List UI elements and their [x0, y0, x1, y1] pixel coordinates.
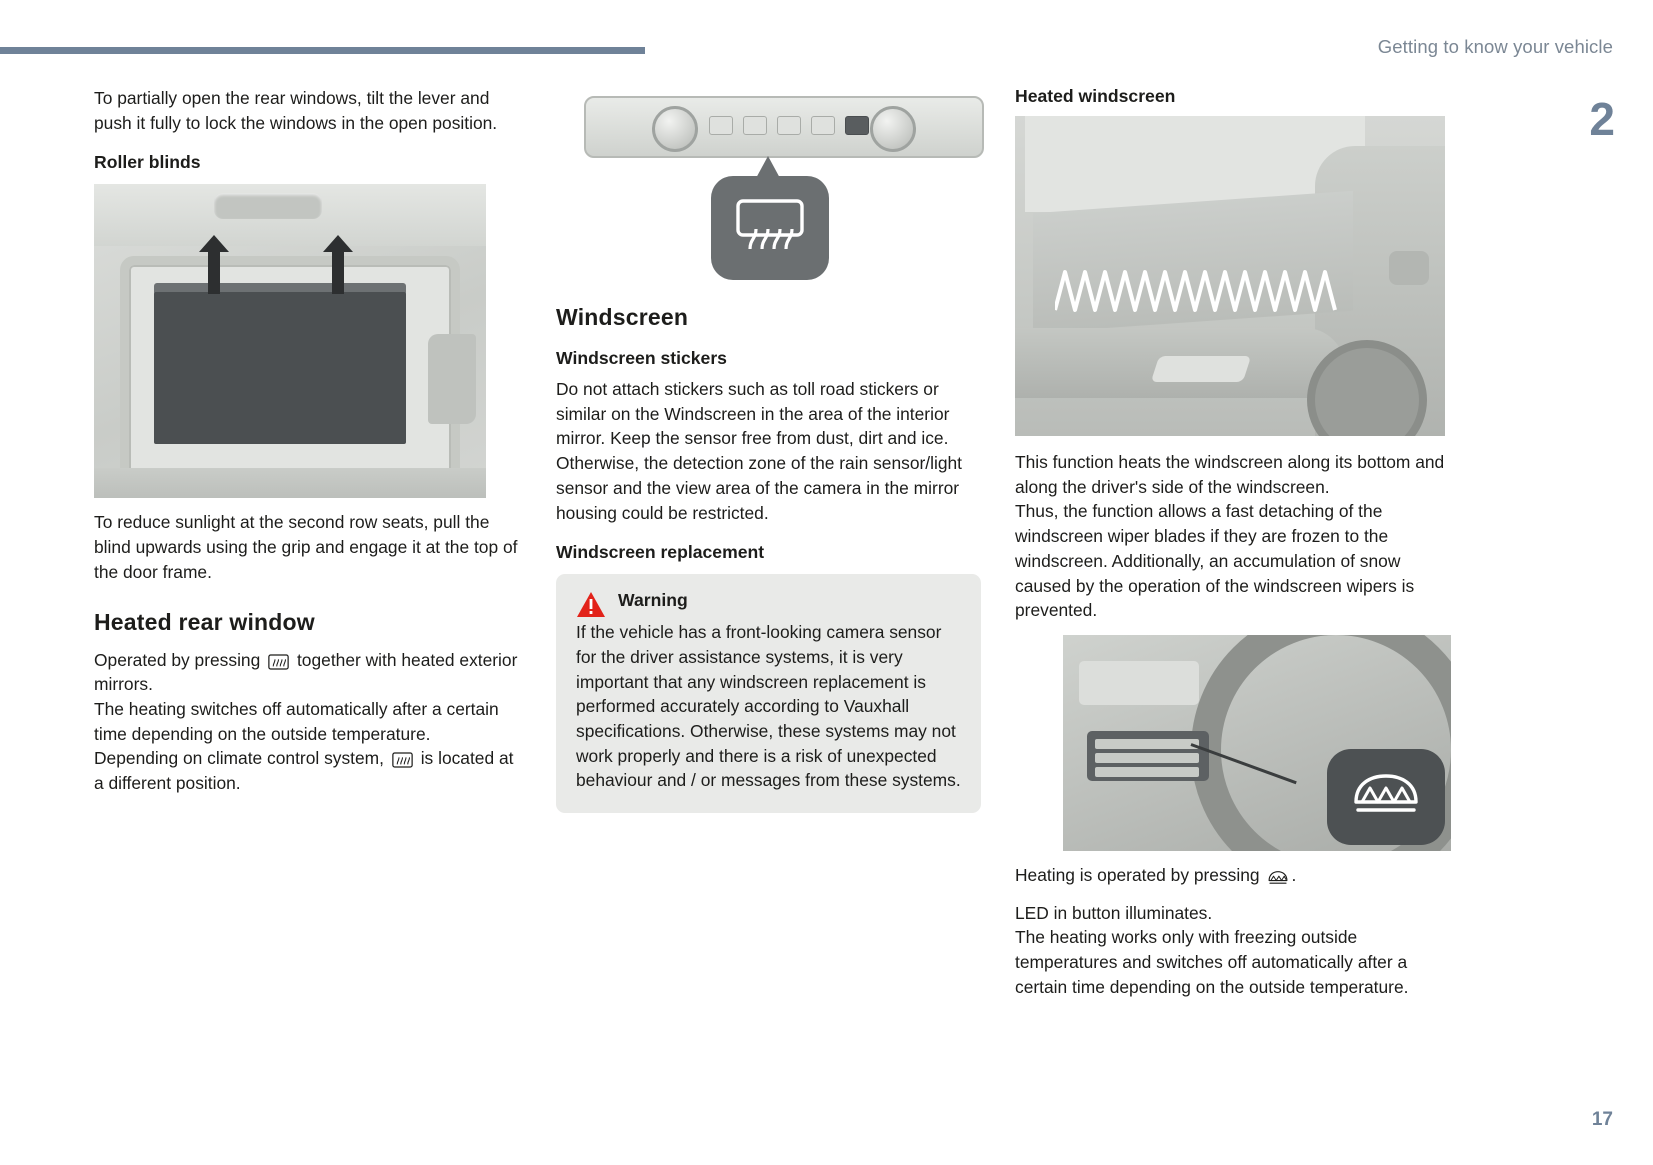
roller-blind-illustration	[94, 184, 486, 498]
heated-rear-window-paragraph-1	[94, 648, 526, 697]
heated-windscreen-paragraph-4: LED in button illuminates.	[1015, 902, 1213, 923]
grab-handle-shape	[214, 193, 322, 219]
warning-triangle-icon	[576, 591, 606, 618]
column-middle	[556, 86, 981, 813]
heated-rear-window-icon	[734, 197, 806, 260]
heated-rear-window-callout	[711, 176, 829, 280]
hw-text-b: .	[1291, 864, 1297, 885]
switch-panel-shape	[1087, 731, 1209, 781]
heated-rear-window-icon	[392, 752, 413, 768]
hw-text-a: Heating is operated by pressing	[1015, 864, 1260, 885]
hrw-text-d: is located at a different position.	[94, 748, 514, 794]
heated-windscreen-paragraph-2: Thus, the function allows a fast detaching of the windscreen wiper blades if they are frozen to the windscreen. Additionally, an accumulation of snow caused by the operation of the windscreen wipers is prevented.	[1015, 501, 1415, 621]
heated-windscreen-heading: Heated windscreen	[1015, 86, 1176, 106]
windscreen-replacement-heading: Windscreen replacement	[556, 542, 765, 563]
airflow-button-shape	[811, 116, 835, 135]
temperature-knob-right	[870, 106, 916, 152]
hrw-text-c: Depending on climate control system,	[94, 748, 384, 769]
windscreen-stickers-heading: Windscreen stickers	[556, 348, 727, 368]
heated-windscreen-callout	[1327, 749, 1445, 845]
headlamp-shape	[1151, 356, 1251, 382]
hrw-text-a: Operated by pressing	[94, 649, 261, 670]
panel-button-row	[709, 116, 869, 135]
switch-row	[1095, 753, 1199, 763]
heated-rear-window-heading: Heated rear window	[94, 608, 315, 635]
paragraph-spacer	[1015, 888, 1445, 901]
heated-windscreen-paragraph-3	[1015, 863, 1445, 888]
heated-windscreen-icon	[1348, 768, 1424, 825]
page-number: 17	[1591, 1109, 1613, 1130]
temperature-knob-left	[652, 106, 698, 152]
air-vent-shape	[1079, 661, 1199, 705]
roller-blinds-text: To reduce sunlight at the second row seats, pull the blind upwards using the grip and engage it at the top of the door frame.	[94, 512, 518, 582]
heated-rear-window-icon	[268, 654, 289, 670]
exterior-mirror-shape	[1389, 251, 1429, 285]
heated-windscreen-icon	[1267, 869, 1288, 885]
chapter-number: 2	[1589, 93, 1615, 145]
warning-box	[556, 574, 981, 813]
roller-blinds-heading: Roller blinds	[94, 152, 201, 173]
climate-control-panel-illustration	[584, 96, 984, 158]
door-mirror-shape	[428, 334, 476, 424]
dashboard-button-illustration	[1063, 635, 1451, 851]
up-arrow-icon	[208, 250, 220, 294]
column-left	[94, 86, 526, 796]
warning-text: If the vehicle has a front-looking camera sensor for the driver assistance systems, it is very important that any windscreen replacement is performed accurately according to Vauxhall specifications. Otherwise, these systems may not work properly and there is a risk of unexpected behaviour and / or messages from these systems.	[576, 622, 961, 791]
heated-rear-window-button-shape	[845, 116, 869, 135]
heated-windscreen-vehicle-illustration	[1015, 116, 1445, 436]
hrw-text-b: together with heated exterior mirrors.	[94, 649, 518, 695]
heated-rear-window-paragraph-2: The heating switches off automatically after a certain time depending on the outside temperature.	[94, 698, 499, 744]
switch-row	[1095, 767, 1199, 777]
header-title: Getting to know your vehicle	[1377, 36, 1613, 57]
heated-windscreen-paragraph-5: The heating works only with freezing outside temperatures and switches off automatically after a certain time depending on the outside temperature.	[1015, 927, 1409, 997]
ac-button-shape	[709, 116, 733, 135]
door-lower-shape	[94, 468, 486, 498]
heated-rear-window-paragraph-3	[94, 746, 526, 795]
front-demist-button-shape	[777, 116, 801, 135]
header-accent-bar	[0, 47, 645, 54]
blind-fabric-shape	[154, 292, 406, 444]
heating-zone-pattern	[1055, 266, 1345, 312]
switch-row	[1095, 739, 1199, 749]
windscreen-stickers-text: Do not attach stickers such as toll road stickers or similar on the Windscreen in the area of the interior mirror. Keep the sensor free from dust, dirt and ice. Otherwise, the detection zone of the rain sensor/light sensor and the view area of the camera in the mirror housing could be restricted.	[556, 378, 963, 523]
intro-paragraph: To partially open the rear windows, tilt the lever and push it fully to lock the windows in the open position.	[94, 88, 498, 133]
windscreen-heading: Windscreen	[556, 304, 689, 330]
warning-header	[576, 590, 961, 618]
up-arrow-icon	[332, 250, 344, 294]
column-right	[1015, 86, 1445, 999]
warning-label: Warning	[618, 590, 688, 611]
air-recirculation-button-shape	[743, 116, 767, 135]
heated-windscreen-paragraph-1: This function heats the windscreen along its bottom and along the driver's side of the windscreen.	[1015, 451, 1445, 497]
